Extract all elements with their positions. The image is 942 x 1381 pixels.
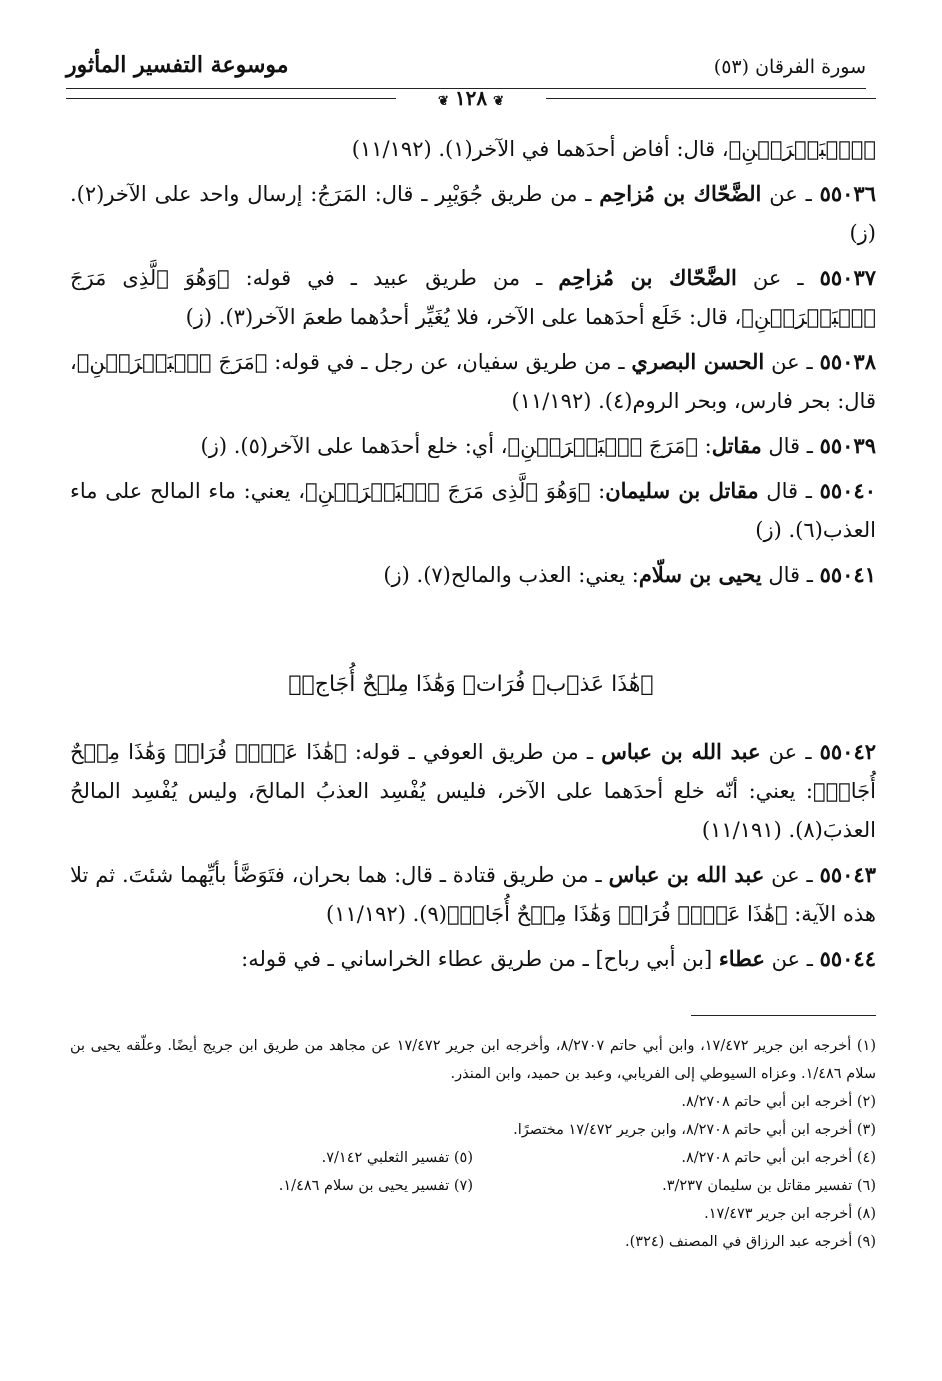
entry-number: ٥٥٠٤٢ — [819, 739, 877, 764]
narrator-name: الحسن البصري — [631, 349, 765, 374]
footnote-6: (٦) تفسير مقاتل بن سليمان ٣/٢٣٧. — [662, 1178, 876, 1194]
entry-number: ٥٥٠٣٦ — [819, 181, 876, 206]
narrator-name: عبد الله بن عباس — [608, 862, 765, 887]
section-heading: ﴿هَٰذَا عَذۡبٞ فُرَاتٞ وَهَٰذَا مِلۡحٌ أُجَاجٞ﴾ — [288, 672, 654, 697]
ornament-icon: ❦ — [493, 94, 505, 109]
footnote-8: (٨) أخرجه ابن جرير ١٧/٤٧٣. — [704, 1206, 876, 1222]
entry-text: : ﴿مَرَجَ ٱلۡبَحۡرَيۡنِ﴾، أي: خلع أحدَهما على الآخر(٥). (ز) — [200, 434, 712, 458]
entry-text: ـ من طريق جُوَيْبِر ـ قال: المَرَجُ: إرسال واحد على الآخر(٢). (ز) — [70, 182, 876, 245]
entry-text: ـ من طريق قتادة ـ قال: هما بحران، فتَوَضَّأ بأيِّهما شئتَ. ثم تلا هذه الآية: ﴿هَٰذَا عَذۡبٞ فُرَاتٞ وَهَٰذَا مِلۡحٌ أُجَاجٞ﴾(٩). (١١/١٩٢) — [70, 863, 876, 926]
hadith-entry — [70, 555, 876, 595]
footnote-row — [70, 1172, 876, 1200]
footnote-separator — [691, 1015, 876, 1016]
main-text-bottom — [70, 732, 876, 984]
narrator-name: يحيى بن سلّام — [638, 562, 762, 587]
entry-number: ٥٥٠٤١ — [819, 562, 876, 587]
narrator-name: عبد الله بن عباس — [601, 739, 761, 764]
entry-number: ٥٥٠٤٣ — [819, 862, 876, 887]
footnote-row — [70, 1144, 876, 1172]
page-number-text: ١٢٨ — [454, 86, 488, 110]
entry-text: [بن أبي رباح] ـ من طريق عطاء الخراساني ـ في قوله: — [241, 947, 719, 971]
entry-text: ـ من طريق عبيد ـ في قوله: ﴿وَهُوَ ٱلَّذِى مَرَجَ ٱلۡبَحۡرَيۡنِ﴾، قال: خَلَع أحدَهما على الآخر، فلا يُغَيِّر أحدُهما طعمَ الآخر(٣). (ز) — [70, 266, 876, 329]
entry-number: ٥٥٠٤٠ — [819, 478, 876, 503]
entry-text: ـ من طريق العوفي ـ قوله: ﴿هَٰذَا عَذۡبٞ فُرَاتٞ وَهَٰذَا مِلۡحٌ أُجَاجٞ﴾: يعني: أنّه خلع أحدَهما على الآخر، فليس يُفْسِد العذبُ المالحَ، وليس يُفْسِد المالحُ العذبَ(٨). (١١/١٩١) — [70, 740, 876, 842]
hadith-entry — [70, 471, 876, 550]
hadith-entry — [70, 426, 876, 466]
entry-number: ٥٥٠٣٧ — [819, 265, 877, 290]
narrator-name: عطاء — [718, 946, 765, 971]
book-title: موسوعة التفسير المأثور — [66, 52, 289, 78]
entry-number: ٥٥٠٤٤ — [819, 946, 876, 971]
entry-text: : يعني: العذب والمالح(٧). (ز) — [383, 563, 639, 587]
paragraph-text: ﴿ٱلۡبَحۡرَيۡنِ﴾، قال: أفاض أحدَهما في الآخر(١). (١١/١٩٢) — [351, 137, 876, 161]
entry-pre: ـ قال — [761, 434, 820, 458]
entry-number: ٥٥٠٣٩ — [819, 433, 876, 458]
footnote-9: (٩) أخرجه عبد الرزاق في المصنف (٣٢٤). — [625, 1234, 876, 1250]
entry-pre: ـ عن — [761, 182, 820, 206]
paragraph-continuation — [70, 130, 876, 169]
entry-pre: ـ عن — [764, 350, 820, 374]
page-number — [0, 86, 942, 110]
surah-title: سورة الفرقان (٥٣) — [713, 56, 866, 78]
main-text-top — [70, 130, 876, 600]
ornament-icon: ❦ — [437, 94, 449, 109]
entry-pre: ـ عن — [760, 740, 820, 764]
footnote-4: (٤) أخرجه ابن أبي حاتم ٨/٢٧٠٨. — [681, 1150, 876, 1166]
entry-text: : ﴿وَهُوَ ٱلَّذِى مَرَجَ ٱلۡبَحۡرَيۡنِ﴾، يعني: ماء المالح على ماء العذب(٦). (ز) — [70, 479, 876, 542]
entry-pre: ـ عن — [764, 947, 820, 971]
hadith-entry — [70, 258, 876, 337]
entry-pre: ـ قال — [758, 479, 820, 503]
narrator-name: الضَّحّاك بن مُزاحِم — [599, 181, 762, 206]
footnote-5: (٥) تفسير الثعلبي ٧/١٤٢. — [321, 1150, 473, 1166]
narrator-name: الضَّحّاك بن مُزاحِم — [558, 265, 737, 290]
hadith-entry — [70, 939, 876, 979]
footnote-1: (١) أخرجه ابن جرير ١٧/٤٧٢، وابن أبي حاتم ٨/٢٧٠٧، وأخرجه ابن جرير ١٧/٤٧٢ عن مجاهد من طريق ابن جريج أيضًا. وعلّقه يحيى بن سلام ١/٤٨٦. وعزاه السيوطي إلى الفريابي، وعبد بن حميد، وابن المنذر. — [70, 1038, 876, 1082]
footnotes — [70, 1032, 876, 1256]
footnote-2: (٢) أخرجه ابن أبي حاتم ٨/٢٧٠٨. — [681, 1094, 876, 1110]
narrator-name: مقاتل — [711, 433, 762, 458]
entry-text: ـ من طريق سفيان، عن رجل ـ في قوله: ﴿مَرَجَ ٱلۡبَحۡرَيۡنِ﴾، قال: بحر فارس، وبحر الروم(٤). (١١/١٩٢) — [70, 350, 876, 413]
footnote-3: (٣) أخرجه ابن أبي حاتم ٨/٢٧٠٨، وابن جرير ١٧/٤٧٢ مختصرًا. — [513, 1122, 876, 1138]
hadith-entry — [70, 342, 876, 421]
hadith-entry — [70, 174, 876, 253]
hadith-entry — [70, 732, 876, 850]
narrator-name: مقاتل بن سليمان — [605, 478, 759, 503]
footnote-7: (٧) تفسير يحيى بن سلام ١/٤٨٦. — [278, 1178, 473, 1194]
entry-pre: ـ قال — [761, 563, 820, 587]
entry-pre: ـ عن — [736, 266, 820, 290]
entry-pre: ـ عن — [764, 863, 820, 887]
hadith-entry — [70, 855, 876, 934]
entry-number: ٥٥٠٣٨ — [819, 349, 876, 374]
